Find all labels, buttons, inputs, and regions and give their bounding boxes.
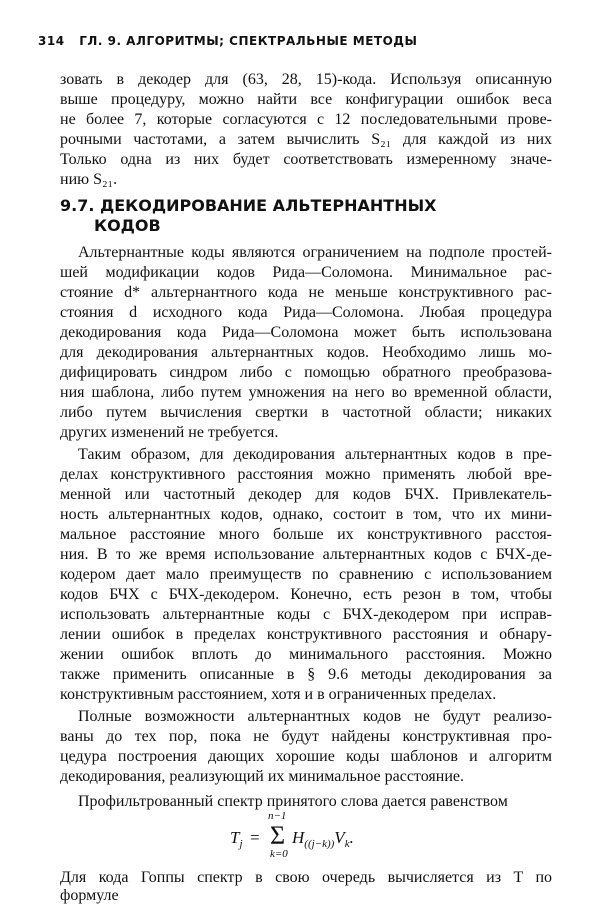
running-header [38,34,417,48]
text-line: декодирования, реализующий их минимальное расстояние. [60,768,464,785]
text-line: ность альтернантных кодов, однако, состоит в том, что их мини- [60,506,552,523]
formula-term: $H_{((j-k))}V_k$. [292,828,354,850]
sum-upper-limit: n−1 [268,810,287,822]
text-line: рочными частотами, а затем вычислить S₂₁ для каждой из них [60,131,552,148]
text-line: делах конструктивного расстояния можно применять любой вре- [60,466,552,483]
text-line: шей модификации кодов Рида—Соломона. Минимальное рас- [60,264,552,281]
formula-filtered-spectrum [230,812,430,870]
text-line: стояния d исходного кода Рида—Соломона. Любая процедура [60,304,552,321]
text-line: для декодирования альтернантных кодов. Необходимо лишь мо- [60,344,552,361]
text-line: ваны до тех пор, пока не будут найдены конструктивная про- [60,728,552,745]
text-line: мальное расстояние много больше их конструктивного расстоя- [60,526,552,543]
text-line: Альтернантные коды являются ограничением на подполе простей- [78,244,552,261]
text-line: жении ошибок вплоть до минимального расстояния. Можно [60,646,552,663]
text-line: лении ошибок в пределах конструктивного расстояния и обнару- [60,626,552,643]
text-line: зовать в декодер для (63, 28, 15)-кода. Используя описанную [60,71,552,88]
section-heading-cont: КОДОВ [94,216,161,235]
text-line: ния. В то же время использование альтернантных кодов с БЧХ-де- [60,546,552,563]
text-line: также применить описанные в § 9.6 методы декодирования за [60,666,552,683]
text-line: кодером дает мало преимуществ по сравнению с использованием [60,566,552,583]
text-line: декодирования кода Рида—Соломона может быть использована [60,324,552,341]
text-line: нию S₂₁. [60,171,118,188]
running-title: ГЛ. 9. АЛГОРИТМЫ; СПЕКТРАЛЬНЫЕ МЕТОДЫ [79,34,418,48]
text-line: Таким образом, для декодирования альтернантных кодов в пре- [78,446,552,463]
text-line: выше процедуру, можно найти все конфигурации ошибок веса [60,91,552,108]
text-line: ния шаблона, либо путем умножения на него во временной области, [60,384,552,401]
text-line: использовать альтернантные коды с БЧХ-декодером при исправ- [60,606,552,623]
text-line: дифицировать синдром либо с помощью обратного преобразова- [60,364,552,381]
text-line: формуле [60,887,119,904]
text-line: других изменений не требуется. [60,424,279,441]
page-number: 314 [38,34,65,48]
sum-lower-limit: k=0 [270,848,288,860]
text-line: кодов БЧХ с БЧХ-декодером. Конечно, есть резон в том, чтобы [60,586,552,603]
text-line: Профильтрованный спектр принятого слова дается равенством [78,793,508,810]
text-line: цедура построения дающих хорошие коды шаблонов и алгоритм [60,748,552,765]
formula-lhs: $T_j$ [230,828,243,850]
text-line: стояние d* альтернантного кода не меньше конструктивного рас- [60,284,552,301]
formula-equals: = [250,828,260,847]
text-line: не более 7, которые согласуются с 12 последовательными прове- [60,111,552,128]
text-line: Полные возможности альтернантных кодов не будут реализо- [78,708,552,725]
section-heading: 9.7. ДЕКОДИРОВАНИЕ АЛЬТЕРНАНТНЫХ [60,196,437,215]
text-line: либо путем вычисления свертки в частотной области; никаких [60,404,552,421]
sum-sign: Σ [270,821,286,850]
text-line: Только одна из них будет соответствовать измеренному значе- [60,151,552,168]
text-line: Для кода Гоппы спектр в свою очередь вычисляется из T по [60,869,552,886]
text-line: конструктивным расстоянием, хотя и в ограниченных пределах. [60,686,497,703]
text-line: менной или частотный декодер для кодов БЧХ. Привлекатель- [60,486,552,503]
